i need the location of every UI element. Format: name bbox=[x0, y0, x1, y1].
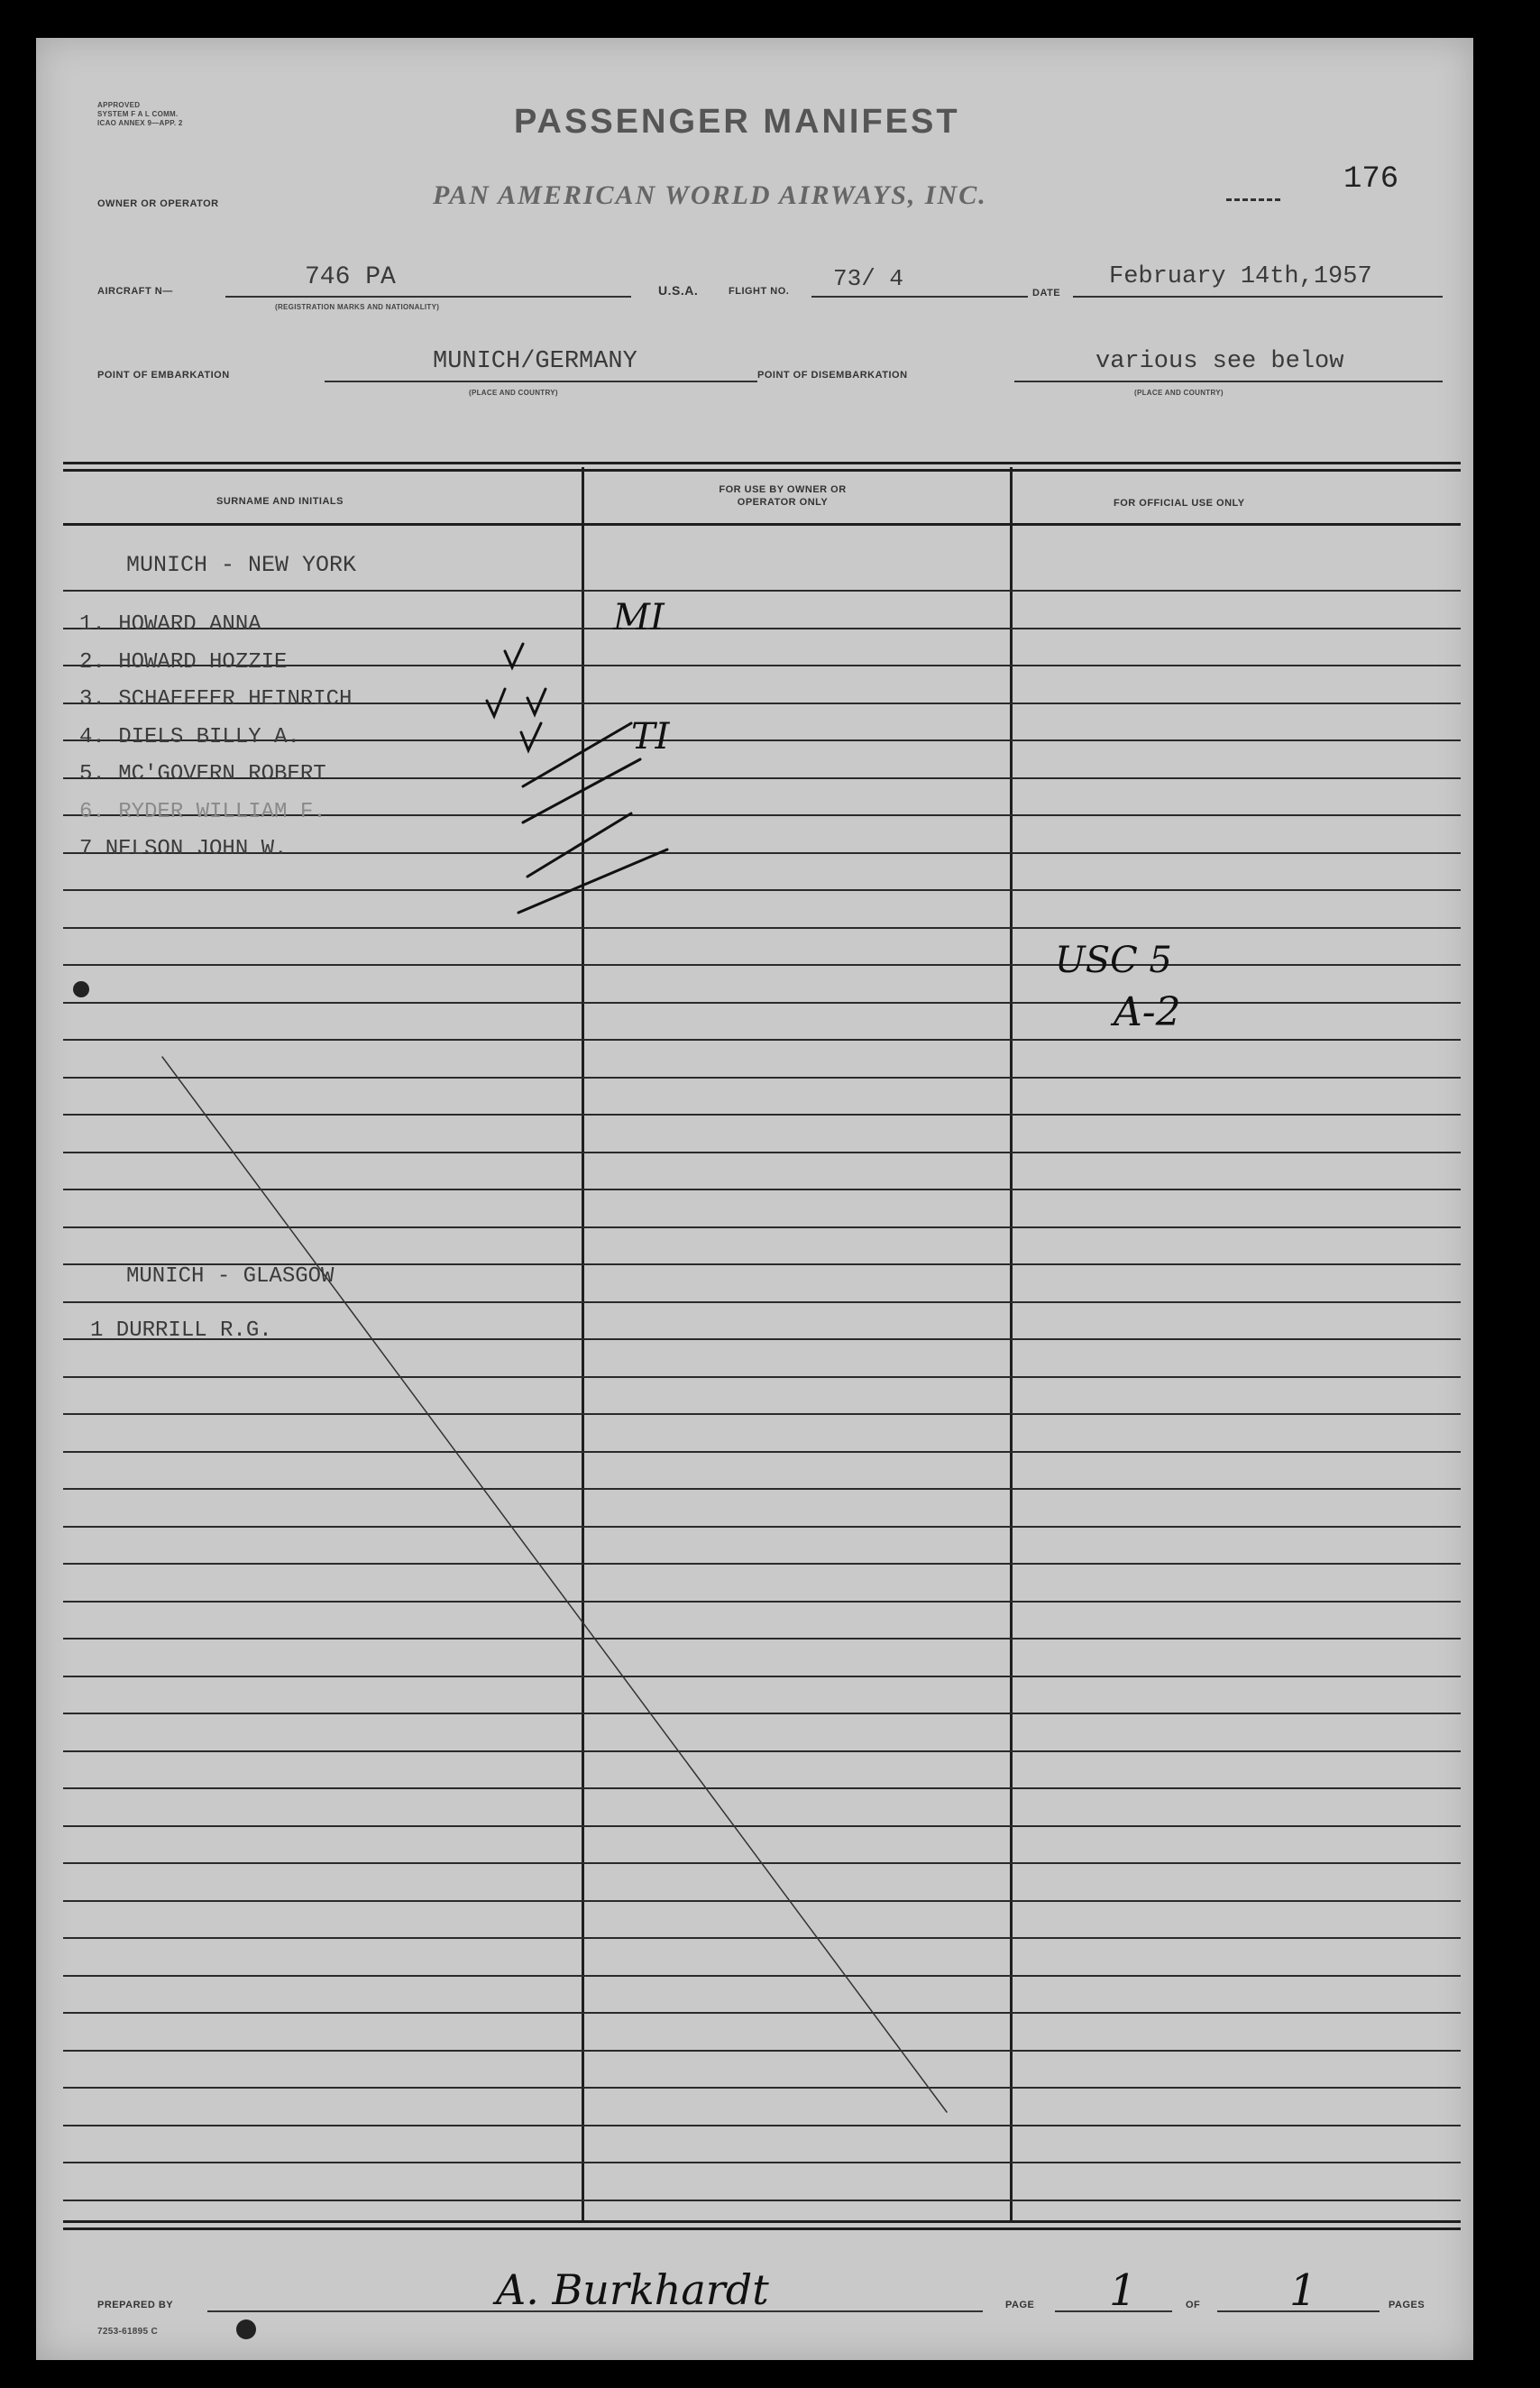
disembark-sublabel: (PLACE AND COUNTRY) bbox=[1134, 389, 1224, 397]
pages-value: 1 bbox=[1289, 2265, 1317, 2316]
passenger-row: 2. HOWARD HOZZIE bbox=[79, 649, 288, 675]
passenger-row: 5. MC'GOVERN ROBERT bbox=[79, 762, 326, 786]
check-mark bbox=[487, 689, 505, 716]
owner-handwritten-mark: MI bbox=[613, 597, 665, 638]
prepared-label: PREPARED BY bbox=[97, 2300, 174, 2310]
tally-stroke bbox=[518, 850, 667, 913]
col-header-owner: FOR USE BY OWNER OR OPERATOR ONLY bbox=[719, 484, 847, 508]
approval-line: APPROVED bbox=[97, 101, 141, 109]
embark-value: MUNICH/GERMANY bbox=[433, 348, 637, 375]
diagonal-strike bbox=[162, 1057, 947, 2112]
passenger-row: 1. HOWARD ANNA bbox=[79, 612, 261, 637]
disembark-value: various see below bbox=[1095, 348, 1344, 375]
pages-label: PAGES bbox=[1389, 2300, 1425, 2310]
of-label: OF bbox=[1186, 2300, 1201, 2310]
tally-stroke bbox=[523, 759, 640, 822]
check-mark bbox=[505, 644, 523, 667]
check-mark bbox=[527, 689, 545, 714]
passenger-row: 3. SCHAEFFER HEINRICH bbox=[79, 687, 353, 712]
owner-label: OWNER OR OPERATOR bbox=[97, 198, 219, 209]
approval-line: SYSTEM F A L COMM. bbox=[97, 110, 179, 118]
pages-field bbox=[1217, 2265, 1380, 2316]
passenger-row: 4. DIELS BILLY A. bbox=[79, 724, 300, 749]
col-header-surname: SURNAME AND INITIALS bbox=[216, 496, 344, 507]
usa-label: U.S.A. bbox=[658, 283, 699, 298]
embark-sublabel: (PLACE AND COUNTRY) bbox=[469, 389, 558, 397]
prepared-field bbox=[207, 2265, 983, 2312]
footer-rule bbox=[63, 2227, 1461, 2230]
form-title: PASSENGER MANIFEST bbox=[514, 103, 960, 141]
disembark-label: POINT OF DISEMBARKATION bbox=[757, 370, 908, 381]
owner-handwritten-mark: TI bbox=[631, 716, 670, 758]
page-value: 1 bbox=[1109, 2265, 1137, 2316]
date-value: February 14th,1957 bbox=[1109, 263, 1372, 290]
flight-value: 73/ 4 bbox=[833, 265, 904, 292]
form-code: 7253-61895 C bbox=[97, 2327, 158, 2337]
route-heading: MUNICH - NEW YORK bbox=[126, 552, 357, 578]
footer-rule bbox=[63, 2220, 1461, 2223]
page-field bbox=[1055, 2265, 1172, 2316]
aircraft-sublabel: (REGISTRATION MARKS AND NATIONALITY) bbox=[275, 303, 440, 311]
tally-stroke bbox=[523, 723, 631, 786]
col-header-official: FOR OFFICIAL USE ONLY bbox=[1114, 498, 1245, 509]
union-bug-icon bbox=[236, 2319, 256, 2339]
aircraft-value: 746 PA bbox=[305, 263, 396, 291]
passenger-row: 7 NELSON JOHN W. bbox=[79, 837, 288, 861]
aircraft-label: AIRCRAFT N— bbox=[97, 286, 173, 297]
page-label: PAGE bbox=[1005, 2300, 1035, 2310]
signature: A. Burkhardt bbox=[496, 2265, 769, 2314]
date-label: DATE bbox=[1032, 288, 1061, 298]
owner-value: PAN AMERICAN WORLD AIRWAYS, INC. bbox=[433, 180, 987, 210]
official-handwritten-note: USC 5 bbox=[1055, 940, 1172, 981]
manifest-sheet bbox=[36, 38, 1473, 2360]
route-heading: MUNICH - GLASGOW bbox=[126, 1264, 335, 1289]
sheet-number: 176 bbox=[1343, 162, 1399, 197]
embark-label: POINT OF EMBARKATION bbox=[97, 370, 230, 381]
flight-label: FLIGHT NO. bbox=[729, 286, 790, 297]
official-handwritten-note: A-2 bbox=[1114, 989, 1181, 1035]
check-mark bbox=[521, 723, 541, 750]
passenger-row: 6. RYDER WILLIAM F. bbox=[79, 799, 326, 824]
tally-stroke bbox=[527, 813, 631, 877]
passenger-row: 1 DURRILL R.G. bbox=[90, 1318, 272, 1343]
punch-mark bbox=[73, 981, 89, 997]
approval-line: ICAO ANNEX 9—APP. 2 bbox=[97, 119, 183, 127]
handwriting-overlay bbox=[36, 38, 1473, 2360]
